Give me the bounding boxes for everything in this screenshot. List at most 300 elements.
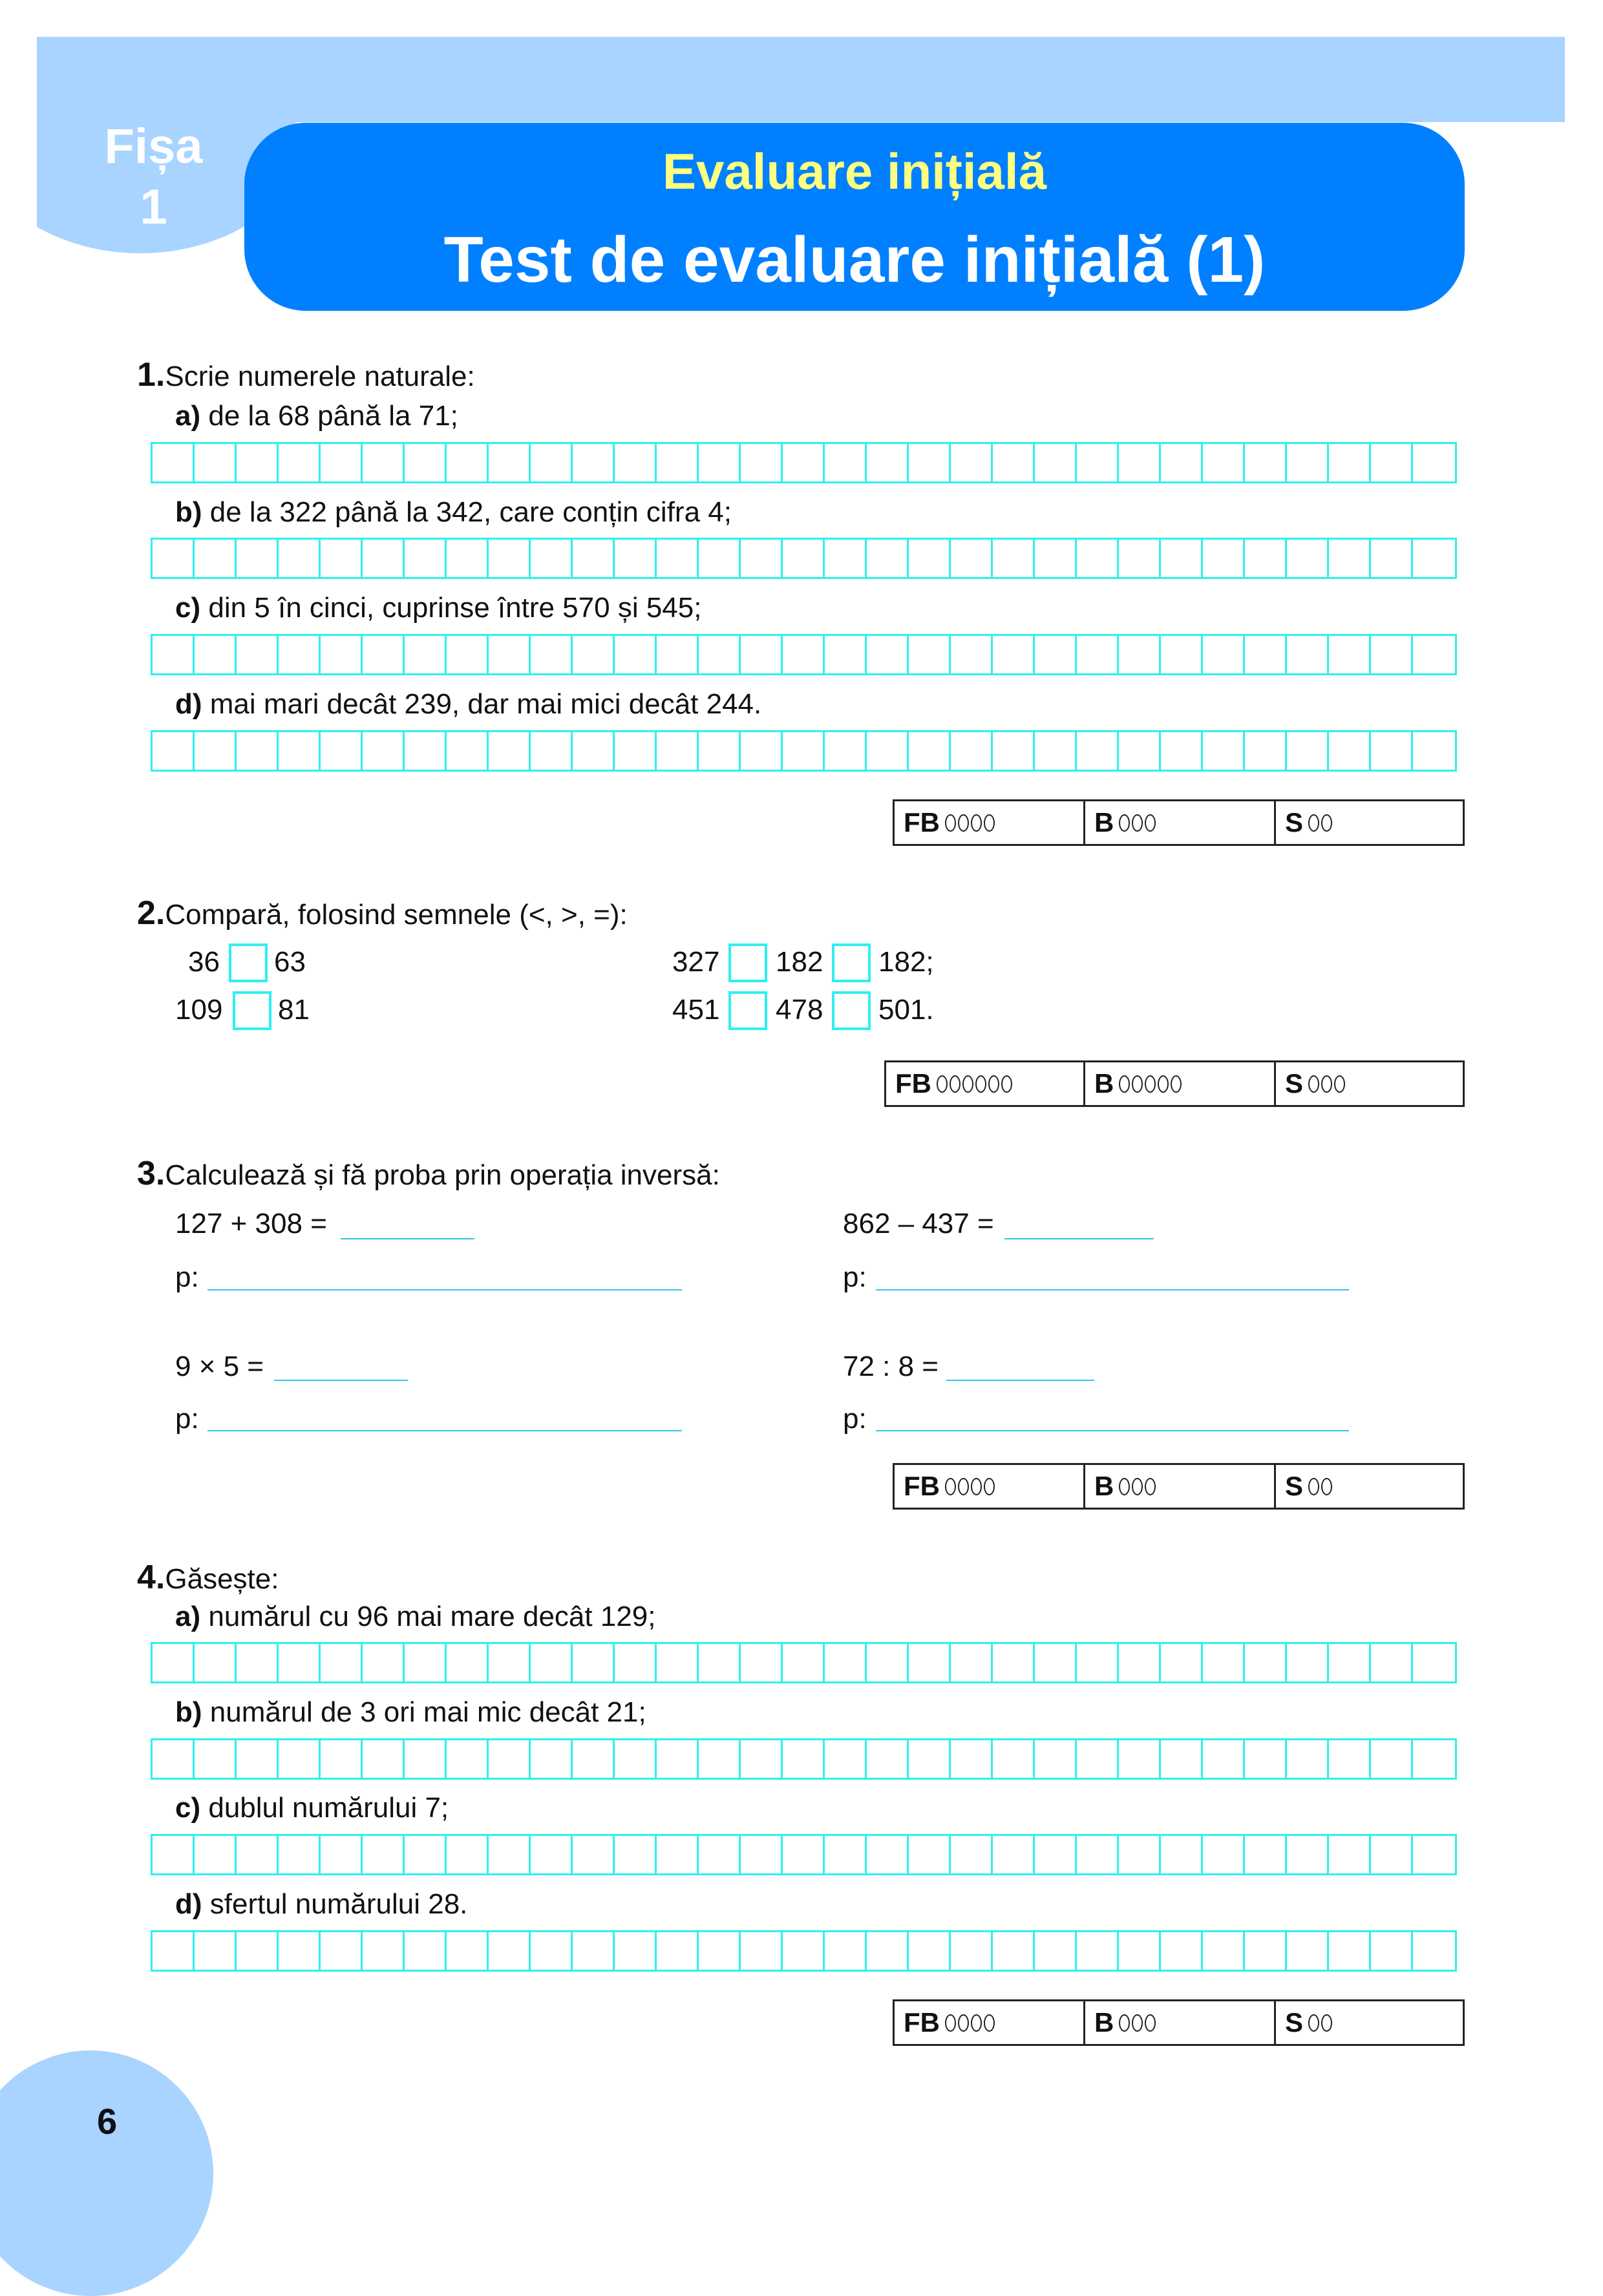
answer-grid[interactable]: [151, 1834, 1457, 1875]
score-circle-icon[interactable]: [1308, 814, 1319, 832]
compare-answer-box[interactable]: [728, 943, 767, 982]
answer-grid[interactable]: [151, 1642, 1457, 1683]
answer-grid[interactable]: [151, 442, 1457, 483]
grid-cell[interactable]: [699, 1740, 741, 1778]
grid-cell[interactable]: [237, 444, 279, 481]
grid-cell[interactable]: [615, 636, 657, 673]
grid-cell[interactable]: [531, 1932, 573, 1970]
grid-cell[interactable]: [783, 444, 825, 481]
score-circle-icon[interactable]: [962, 1075, 973, 1093]
grid-cell[interactable]: [1371, 1836, 1413, 1873]
grid-cell[interactable]: [405, 636, 447, 673]
grid-cell[interactable]: [1371, 732, 1413, 770]
grid-cell[interactable]: [363, 1836, 405, 1873]
grid-cell[interactable]: [951, 1740, 993, 1778]
grid-cell[interactable]: [993, 540, 1035, 577]
grid-cell[interactable]: [783, 1836, 825, 1873]
grid-cell[interactable]: [1245, 444, 1287, 481]
score-circle-icon[interactable]: [950, 1075, 961, 1093]
grid-cell[interactable]: [531, 732, 573, 770]
grid-cell[interactable]: [531, 1740, 573, 1778]
grid-cell[interactable]: [615, 1740, 657, 1778]
grid-cell[interactable]: [1035, 540, 1077, 577]
answer-line[interactable]: [946, 1380, 1094, 1381]
score-circle-icon[interactable]: [1321, 1478, 1332, 1495]
grid-cell[interactable]: [1161, 1740, 1203, 1778]
score-circle-icon[interactable]: [984, 1478, 995, 1495]
grid-cell[interactable]: [363, 444, 405, 481]
grid-cell[interactable]: [573, 1644, 615, 1681]
grid-cell[interactable]: [1077, 1644, 1119, 1681]
score-circle-icon[interactable]: [945, 814, 956, 832]
score-circle-icon[interactable]: [984, 814, 995, 832]
grid-cell[interactable]: [657, 540, 699, 577]
grid-cell[interactable]: [783, 732, 825, 770]
grid-cell[interactable]: [615, 732, 657, 770]
grid-cell[interactable]: [699, 540, 741, 577]
grid-cell[interactable]: [951, 1644, 993, 1681]
grid-cell[interactable]: [1077, 540, 1119, 577]
grid-cell[interactable]: [1077, 1836, 1119, 1873]
grid-cell[interactable]: [1119, 1644, 1161, 1681]
grid-cell[interactable]: [237, 540, 279, 577]
grid-cell[interactable]: [1119, 732, 1161, 770]
grid-cell[interactable]: [1077, 1932, 1119, 1970]
grid-cell[interactable]: [909, 1932, 951, 1970]
grid-cell[interactable]: [1245, 1836, 1287, 1873]
grid-cell[interactable]: [279, 540, 321, 577]
answer-grid[interactable]: [151, 1738, 1457, 1780]
answer-line[interactable]: [1004, 1238, 1154, 1239]
grid-cell[interactable]: [447, 1932, 489, 1970]
score-circle-icon[interactable]: [988, 1075, 999, 1093]
grid-cell[interactable]: [825, 444, 867, 481]
grid-cell[interactable]: [363, 1644, 405, 1681]
grid-cell[interactable]: [1413, 636, 1455, 673]
grid-cell[interactable]: [699, 1644, 741, 1681]
score-circle-icon[interactable]: [1119, 2014, 1130, 2032]
grid-cell[interactable]: [741, 1836, 783, 1873]
grid-cell[interactable]: [237, 732, 279, 770]
grid-cell[interactable]: [1161, 540, 1203, 577]
grid-cell[interactable]: [867, 1740, 909, 1778]
grid-cell[interactable]: [1245, 1740, 1287, 1778]
grid-cell[interactable]: [195, 444, 237, 481]
grid-cell[interactable]: [237, 1836, 279, 1873]
grid-cell[interactable]: [195, 1836, 237, 1873]
grid-cell[interactable]: [195, 1932, 237, 1970]
score-circle-icon[interactable]: [937, 1075, 948, 1093]
grid-cell[interactable]: [573, 732, 615, 770]
score-circle-icon[interactable]: [971, 1478, 982, 1495]
grid-cell[interactable]: [321, 1836, 363, 1873]
score-circle-icon[interactable]: [1334, 1075, 1345, 1093]
grid-cell[interactable]: [1035, 1644, 1077, 1681]
score-circle-icon[interactable]: [1119, 1075, 1130, 1093]
grid-cell[interactable]: [993, 1932, 1035, 1970]
grid-cell[interactable]: [279, 732, 321, 770]
grid-cell[interactable]: [909, 1740, 951, 1778]
grid-cell[interactable]: [867, 540, 909, 577]
grid-cell[interactable]: [531, 1644, 573, 1681]
grid-cell[interactable]: [1371, 1644, 1413, 1681]
compare-answer-box[interactable]: [728, 991, 767, 1030]
grid-cell[interactable]: [615, 1836, 657, 1873]
score-circle-icon[interactable]: [945, 2014, 956, 2032]
grid-cell[interactable]: [615, 1932, 657, 1970]
score-circle-icon[interactable]: [1321, 814, 1332, 832]
answer-line[interactable]: [274, 1380, 408, 1381]
grid-cell[interactable]: [1161, 1932, 1203, 1970]
score-circle-icon[interactable]: [1308, 1478, 1319, 1495]
grid-cell[interactable]: [657, 732, 699, 770]
grid-cell[interactable]: [951, 1932, 993, 1970]
grid-cell[interactable]: [699, 1932, 741, 1970]
grid-cell[interactable]: [489, 636, 531, 673]
grid-cell[interactable]: [321, 1932, 363, 1970]
grid-cell[interactable]: [993, 732, 1035, 770]
grid-cell[interactable]: [1413, 1740, 1455, 1778]
grid-cell[interactable]: [1329, 636, 1371, 673]
score-circle-icon[interactable]: [1308, 1075, 1319, 1093]
grid-cell[interactable]: [531, 636, 573, 673]
grid-cell[interactable]: [1119, 540, 1161, 577]
grid-cell[interactable]: [1161, 1644, 1203, 1681]
grid-cell[interactable]: [993, 636, 1035, 673]
score-circle-icon[interactable]: [1308, 2014, 1319, 2032]
grid-cell[interactable]: [321, 636, 363, 673]
score-circle-icon[interactable]: [1132, 814, 1143, 832]
grid-cell[interactable]: [951, 540, 993, 577]
grid-cell[interactable]: [699, 444, 741, 481]
answer-line[interactable]: [341, 1238, 474, 1239]
score-circle-icon[interactable]: [971, 2014, 982, 2032]
grid-cell[interactable]: [153, 636, 195, 673]
grid-cell[interactable]: [909, 1644, 951, 1681]
grid-cell[interactable]: [1371, 444, 1413, 481]
score-circle-icon[interactable]: [1321, 1075, 1332, 1093]
score-circle-icon[interactable]: [1145, 1478, 1156, 1495]
grid-cell[interactable]: [1329, 444, 1371, 481]
grid-cell[interactable]: [321, 1644, 363, 1681]
grid-cell[interactable]: [1413, 444, 1455, 481]
score-circle-icon[interactable]: [958, 1478, 969, 1495]
grid-cell[interactable]: [153, 1836, 195, 1873]
grid-cell[interactable]: [993, 1836, 1035, 1873]
grid-cell[interactable]: [783, 1740, 825, 1778]
score-circle-icon[interactable]: [1145, 2014, 1156, 2032]
grid-cell[interactable]: [489, 732, 531, 770]
grid-cell[interactable]: [783, 540, 825, 577]
grid-cell[interactable]: [489, 540, 531, 577]
grid-cell[interactable]: [825, 540, 867, 577]
grid-cell[interactable]: [615, 540, 657, 577]
grid-cell[interactable]: [153, 540, 195, 577]
grid-cell[interactable]: [1119, 636, 1161, 673]
grid-cell[interactable]: [1077, 636, 1119, 673]
grid-cell[interactable]: [1287, 540, 1329, 577]
grid-cell[interactable]: [195, 1644, 237, 1681]
grid-cell[interactable]: [573, 1740, 615, 1778]
grid-cell[interactable]: [1203, 1740, 1245, 1778]
grid-cell[interactable]: [1329, 540, 1371, 577]
grid-cell[interactable]: [1077, 1740, 1119, 1778]
grid-cell[interactable]: [531, 540, 573, 577]
grid-cell[interactable]: [909, 540, 951, 577]
grid-cell[interactable]: [447, 732, 489, 770]
grid-cell[interactable]: [783, 1644, 825, 1681]
grid-cell[interactable]: [699, 732, 741, 770]
grid-cell[interactable]: [405, 732, 447, 770]
grid-cell[interactable]: [1119, 1836, 1161, 1873]
grid-cell[interactable]: [153, 1932, 195, 1970]
grid-cell[interactable]: [1413, 1644, 1455, 1681]
grid-cell[interactable]: [279, 1836, 321, 1873]
grid-cell[interactable]: [1287, 444, 1329, 481]
grid-cell[interactable]: [1161, 1836, 1203, 1873]
grid-cell[interactable]: [573, 636, 615, 673]
grid-cell[interactable]: [1245, 1644, 1287, 1681]
grid-cell[interactable]: [1245, 540, 1287, 577]
grid-cell[interactable]: [867, 1644, 909, 1681]
grid-cell[interactable]: [867, 1836, 909, 1873]
score-circle-icon[interactable]: [1119, 814, 1130, 832]
grid-cell[interactable]: [573, 1836, 615, 1873]
grid-cell[interactable]: [1371, 636, 1413, 673]
grid-cell[interactable]: [405, 1836, 447, 1873]
grid-cell[interactable]: [741, 1740, 783, 1778]
grid-cell[interactable]: [1287, 1836, 1329, 1873]
grid-cell[interactable]: [1035, 636, 1077, 673]
grid-cell[interactable]: [153, 732, 195, 770]
grid-cell[interactable]: [825, 1740, 867, 1778]
grid-cell[interactable]: [195, 1740, 237, 1778]
score-circle-icon[interactable]: [1171, 1075, 1182, 1093]
grid-cell[interactable]: [909, 732, 951, 770]
grid-cell[interactable]: [657, 444, 699, 481]
grid-cell[interactable]: [1161, 444, 1203, 481]
grid-cell[interactable]: [825, 1932, 867, 1970]
grid-cell[interactable]: [825, 1836, 867, 1873]
grid-cell[interactable]: [657, 1740, 699, 1778]
grid-cell[interactable]: [1203, 1644, 1245, 1681]
grid-cell[interactable]: [1413, 540, 1455, 577]
grid-cell[interactable]: [1119, 444, 1161, 481]
grid-cell[interactable]: [1035, 1740, 1077, 1778]
score-circle-icon[interactable]: [1145, 1075, 1156, 1093]
grid-cell[interactable]: [489, 1932, 531, 1970]
grid-cell[interactable]: [489, 1644, 531, 1681]
grid-cell[interactable]: [741, 1644, 783, 1681]
proof-line[interactable]: [876, 1289, 1349, 1290]
grid-cell[interactable]: [405, 540, 447, 577]
grid-cell[interactable]: [321, 1740, 363, 1778]
grid-cell[interactable]: [1371, 1740, 1413, 1778]
proof-line[interactable]: [876, 1430, 1349, 1431]
score-circle-icon[interactable]: [984, 2014, 995, 2032]
grid-cell[interactable]: [699, 636, 741, 673]
score-circle-icon[interactable]: [1321, 2014, 1332, 2032]
grid-cell[interactable]: [741, 1932, 783, 1970]
grid-cell[interactable]: [363, 636, 405, 673]
answer-grid[interactable]: [151, 634, 1457, 675]
grid-cell[interactable]: [951, 636, 993, 673]
grid-cell[interactable]: [573, 444, 615, 481]
grid-cell[interactable]: [1287, 732, 1329, 770]
grid-cell[interactable]: [1413, 1836, 1455, 1873]
grid-cell[interactable]: [993, 444, 1035, 481]
grid-cell[interactable]: [825, 1644, 867, 1681]
grid-cell[interactable]: [993, 1740, 1035, 1778]
grid-cell[interactable]: [1329, 732, 1371, 770]
grid-cell[interactable]: [1329, 1740, 1371, 1778]
grid-cell[interactable]: [951, 732, 993, 770]
grid-cell[interactable]: [825, 636, 867, 673]
score-circle-icon[interactable]: [1145, 814, 1156, 832]
grid-cell[interactable]: [447, 636, 489, 673]
grid-cell[interactable]: [195, 636, 237, 673]
grid-cell[interactable]: [237, 1740, 279, 1778]
grid-cell[interactable]: [699, 1836, 741, 1873]
grid-cell[interactable]: [321, 540, 363, 577]
compare-answer-box[interactable]: [832, 991, 871, 1030]
grid-cell[interactable]: [741, 732, 783, 770]
grid-cell[interactable]: [573, 1932, 615, 1970]
grid-cell[interactable]: [1287, 1740, 1329, 1778]
grid-cell[interactable]: [867, 444, 909, 481]
grid-cell[interactable]: [657, 1644, 699, 1681]
grid-cell[interactable]: [867, 1932, 909, 1970]
grid-cell[interactable]: [1203, 636, 1245, 673]
grid-cell[interactable]: [447, 1644, 489, 1681]
answer-grid[interactable]: [151, 730, 1457, 772]
grid-cell[interactable]: [1119, 1740, 1161, 1778]
grid-cell[interactable]: [447, 444, 489, 481]
grid-cell[interactable]: [573, 540, 615, 577]
grid-cell[interactable]: [1035, 732, 1077, 770]
score-circle-icon[interactable]: [958, 814, 969, 832]
score-circle-icon[interactable]: [1132, 2014, 1143, 2032]
grid-cell[interactable]: [447, 1740, 489, 1778]
grid-cell[interactable]: [153, 1644, 195, 1681]
proof-line[interactable]: [207, 1289, 682, 1290]
answer-grid[interactable]: [151, 1930, 1457, 1972]
score-circle-icon[interactable]: [1001, 1075, 1012, 1093]
grid-cell[interactable]: [531, 1836, 573, 1873]
compare-answer-box[interactable]: [233, 991, 271, 1030]
grid-cell[interactable]: [1287, 1644, 1329, 1681]
grid-cell[interactable]: [279, 1644, 321, 1681]
grid-cell[interactable]: [363, 732, 405, 770]
grid-cell[interactable]: [1245, 732, 1287, 770]
grid-cell[interactable]: [237, 1932, 279, 1970]
grid-cell[interactable]: [1203, 1932, 1245, 1970]
score-circle-icon[interactable]: [1158, 1075, 1169, 1093]
grid-cell[interactable]: [363, 1740, 405, 1778]
grid-cell[interactable]: [657, 636, 699, 673]
grid-cell[interactable]: [279, 1740, 321, 1778]
score-circle-icon[interactable]: [1132, 1478, 1143, 1495]
score-circle-icon[interactable]: [1132, 1075, 1143, 1093]
grid-cell[interactable]: [909, 1836, 951, 1873]
score-circle-icon[interactable]: [945, 1478, 956, 1495]
grid-cell[interactable]: [657, 1932, 699, 1970]
grid-cell[interactable]: [279, 1932, 321, 1970]
grid-cell[interactable]: [1161, 732, 1203, 770]
grid-cell[interactable]: [1035, 1836, 1077, 1873]
grid-cell[interactable]: [489, 1836, 531, 1873]
grid-cell[interactable]: [489, 1740, 531, 1778]
grid-cell[interactable]: [741, 636, 783, 673]
grid-cell[interactable]: [447, 1836, 489, 1873]
grid-cell[interactable]: [951, 444, 993, 481]
grid-cell[interactable]: [867, 636, 909, 673]
grid-cell[interactable]: [1371, 1932, 1413, 1970]
compare-answer-box[interactable]: [832, 943, 871, 982]
grid-cell[interactable]: [657, 1836, 699, 1873]
grid-cell[interactable]: [1203, 444, 1245, 481]
grid-cell[interactable]: [321, 732, 363, 770]
grid-cell[interactable]: [615, 444, 657, 481]
grid-cell[interactable]: [489, 444, 531, 481]
grid-cell[interactable]: [195, 540, 237, 577]
grid-cell[interactable]: [1203, 732, 1245, 770]
grid-cell[interactable]: [405, 1932, 447, 1970]
grid-cell[interactable]: [741, 444, 783, 481]
grid-cell[interactable]: [405, 1644, 447, 1681]
grid-cell[interactable]: [531, 444, 573, 481]
grid-cell[interactable]: [363, 540, 405, 577]
score-circle-icon[interactable]: [958, 2014, 969, 2032]
grid-cell[interactable]: [321, 444, 363, 481]
grid-cell[interactable]: [153, 444, 195, 481]
grid-cell[interactable]: [1329, 1644, 1371, 1681]
grid-cell[interactable]: [825, 732, 867, 770]
grid-cell[interactable]: [1245, 1932, 1287, 1970]
score-circle-icon[interactable]: [975, 1075, 986, 1093]
grid-cell[interactable]: [1287, 1932, 1329, 1970]
grid-cell[interactable]: [1371, 540, 1413, 577]
grid-cell[interactable]: [1035, 444, 1077, 481]
grid-cell[interactable]: [1245, 636, 1287, 673]
grid-cell[interactable]: [279, 444, 321, 481]
grid-cell[interactable]: [237, 636, 279, 673]
grid-cell[interactable]: [867, 732, 909, 770]
grid-cell[interactable]: [1203, 540, 1245, 577]
grid-cell[interactable]: [405, 1740, 447, 1778]
grid-cell[interactable]: [1077, 444, 1119, 481]
grid-cell[interactable]: [993, 1644, 1035, 1681]
grid-cell[interactable]: [783, 636, 825, 673]
grid-cell[interactable]: [909, 444, 951, 481]
proof-line[interactable]: [207, 1430, 682, 1431]
grid-cell[interactable]: [909, 636, 951, 673]
grid-cell[interactable]: [1077, 732, 1119, 770]
answer-grid[interactable]: [151, 538, 1457, 579]
grid-cell[interactable]: [195, 732, 237, 770]
score-circle-icon[interactable]: [971, 814, 982, 832]
grid-cell[interactable]: [1203, 1836, 1245, 1873]
grid-cell[interactable]: [363, 1932, 405, 1970]
grid-cell[interactable]: [153, 1740, 195, 1778]
compare-answer-box[interactable]: [229, 943, 268, 982]
grid-cell[interactable]: [1287, 636, 1329, 673]
grid-cell[interactable]: [615, 1644, 657, 1681]
grid-cell[interactable]: [741, 540, 783, 577]
grid-cell[interactable]: [783, 1932, 825, 1970]
grid-cell[interactable]: [951, 1836, 993, 1873]
grid-cell[interactable]: [1119, 1932, 1161, 1970]
